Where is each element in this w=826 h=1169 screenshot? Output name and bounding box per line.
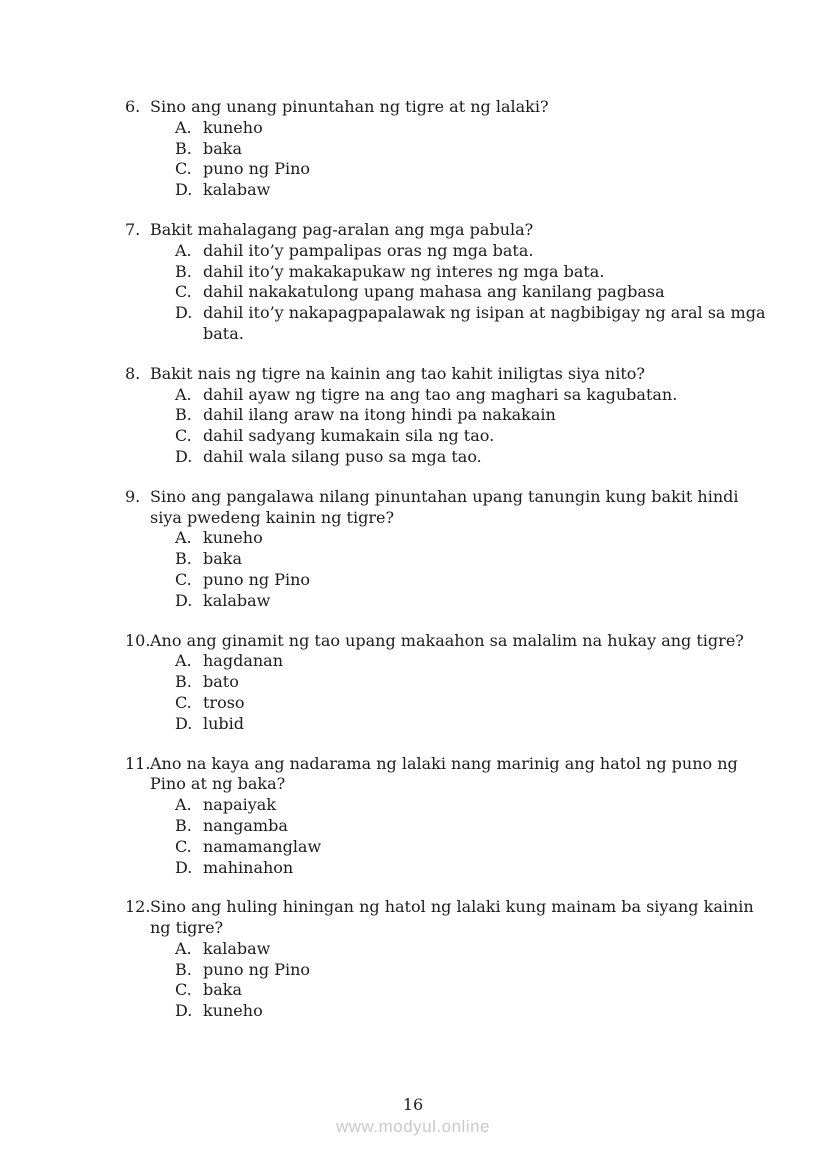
option-text: baka bbox=[203, 980, 243, 1000]
option-d bbox=[175, 303, 766, 345]
question-7 bbox=[125, 219, 766, 345]
question-text bbox=[150, 754, 745, 796]
option-a bbox=[175, 385, 745, 406]
option-text: puno ng Pino bbox=[203, 959, 311, 979]
option-c bbox=[175, 570, 745, 591]
option-letter: D. bbox=[175, 857, 193, 877]
question-text bbox=[150, 631, 745, 652]
question-number: 10. bbox=[125, 630, 151, 650]
question-8 bbox=[125, 364, 745, 468]
option-text: troso bbox=[203, 692, 245, 712]
option-a bbox=[175, 939, 745, 960]
option-text: kuneho bbox=[203, 117, 263, 137]
option-letter: B. bbox=[175, 261, 192, 281]
question-12 bbox=[125, 897, 754, 1022]
option-letter: C. bbox=[175, 426, 192, 446]
question-6 bbox=[125, 97, 745, 201]
option-b bbox=[175, 672, 745, 693]
question-number: 12. bbox=[125, 897, 151, 917]
question-number: 9. bbox=[125, 486, 141, 506]
option-text: napaiyak bbox=[203, 795, 277, 815]
option-letter: D. bbox=[175, 180, 193, 200]
option-letter: A. bbox=[175, 938, 192, 958]
option-text: baka bbox=[203, 549, 243, 569]
option-text: baka bbox=[203, 138, 243, 158]
option-a bbox=[175, 118, 745, 139]
option-b bbox=[175, 960, 745, 981]
question-text-line: siya pwedeng kainin ng tigre? bbox=[150, 507, 395, 527]
option-c bbox=[175, 282, 745, 303]
option-text: dahil wala silang puso sa mga tao. bbox=[203, 446, 482, 466]
question-text-line: Sino ang unang pinuntahan ng tigre at ng lalaki? bbox=[150, 97, 549, 116]
question-text bbox=[150, 364, 745, 385]
option-c bbox=[175, 980, 745, 1001]
question-text-line: Ano ang ginamit ng tao upang makaahon sa malalim na hukay ang tigre? bbox=[150, 630, 744, 650]
option-letter: C. bbox=[175, 692, 192, 712]
option-letter: A. bbox=[175, 117, 192, 137]
option-letter: B. bbox=[175, 405, 192, 425]
option-text: dahil ilang araw na itong hindi pa nakakain bbox=[203, 405, 556, 425]
question-text-line: Sino ang pangalawa nilang pinuntahan upang tanungin kung bakit hindi bbox=[150, 486, 739, 506]
option-d bbox=[175, 1001, 745, 1022]
option-text: dahil ito’y nakapagpapalawak ng isipan at nagbibigay ng aral sa mga bbox=[203, 303, 766, 323]
question-number: 6. bbox=[125, 97, 141, 116]
option-b bbox=[175, 816, 745, 837]
option-text: dahil sadyang kumakain sila ng tao. bbox=[203, 426, 495, 446]
option-text: kuneho bbox=[203, 1001, 263, 1021]
option-text: kalabaw bbox=[203, 590, 271, 610]
option-letter: C. bbox=[175, 569, 192, 589]
option-letter: D. bbox=[175, 1001, 193, 1021]
option-text: kalabaw bbox=[203, 180, 271, 200]
option-a bbox=[175, 528, 745, 549]
option-text: kalabaw bbox=[203, 938, 271, 958]
option-d bbox=[175, 714, 745, 735]
question-9 bbox=[125, 487, 745, 612]
question-text bbox=[150, 897, 754, 939]
option-b bbox=[175, 405, 745, 426]
question-text-line: Bakit nais ng tigre na kainin ang tao kahit iniligtas siya nito? bbox=[150, 363, 645, 383]
option-text: dahil ito’y pampalipas oras ng mga bata. bbox=[203, 240, 534, 260]
option-letter: B. bbox=[175, 959, 192, 979]
option-text: puno ng Pino bbox=[203, 569, 311, 589]
option-text: dahil ito’y makakapukaw ng interes ng mga bata. bbox=[203, 261, 605, 281]
option-c bbox=[175, 159, 745, 180]
option-a bbox=[175, 651, 745, 672]
option-a bbox=[175, 795, 745, 816]
option-b bbox=[175, 549, 745, 570]
option-letter: D. bbox=[175, 713, 193, 733]
option-letter: B. bbox=[175, 815, 192, 835]
option-letter: C. bbox=[175, 159, 192, 179]
option-letter: C. bbox=[175, 836, 192, 856]
option-b bbox=[175, 139, 745, 160]
question-text-line: Bakit mahalagang pag-aralan ang mga pabula? bbox=[150, 219, 534, 239]
question-text bbox=[150, 97, 745, 118]
question-text-line: Ano na kaya ang nadarama ng lalaki nang marinig ang hatol ng puno ng bbox=[150, 753, 738, 773]
question-text-line: Pino at ng baka? bbox=[150, 774, 286, 794]
option-letter: A. bbox=[175, 240, 192, 260]
option-letter: D. bbox=[175, 446, 193, 466]
question-text-line: ng tigre? bbox=[150, 918, 224, 938]
option-b bbox=[175, 262, 745, 283]
option-letter: A. bbox=[175, 528, 192, 548]
option-text: dahil nakakatulong upang mahasa ang kanilang pagbasa bbox=[203, 282, 665, 302]
option-letter: B. bbox=[175, 549, 192, 569]
option-text: dahil ayaw ng tigre na ang tao ang maghari sa kagubatan. bbox=[203, 384, 678, 404]
question-10 bbox=[125, 631, 745, 735]
question-number: 8. bbox=[125, 363, 141, 383]
option-letter: B. bbox=[175, 138, 192, 158]
option-text: bato bbox=[203, 672, 239, 692]
option-letter: D. bbox=[175, 303, 193, 323]
option-letter: D. bbox=[175, 590, 193, 610]
option-a bbox=[175, 241, 745, 262]
option-text: nangamba bbox=[203, 815, 288, 835]
option-letter: A. bbox=[175, 384, 192, 404]
option-text: namamanglaw bbox=[203, 836, 322, 856]
option-c bbox=[175, 426, 745, 447]
option-c bbox=[175, 837, 745, 858]
option-text: mahinahon bbox=[203, 857, 294, 877]
question-11 bbox=[125, 754, 745, 879]
option-letter: A. bbox=[175, 795, 192, 815]
option-letter: B. bbox=[175, 672, 192, 692]
option-d bbox=[175, 447, 745, 468]
option-d bbox=[175, 180, 745, 201]
question-text bbox=[150, 220, 745, 241]
option-letter: A. bbox=[175, 651, 192, 671]
option-text: puno ng Pino bbox=[203, 159, 311, 179]
option-text: hagdanan bbox=[203, 651, 284, 671]
option-text: kuneho bbox=[203, 528, 263, 548]
option-text: bata. bbox=[203, 323, 244, 343]
quiz-question-list bbox=[125, 97, 766, 1041]
option-d bbox=[175, 591, 745, 612]
option-c bbox=[175, 693, 745, 714]
question-number: 7. bbox=[125, 219, 141, 239]
question-text bbox=[150, 487, 745, 529]
watermark-url: www.modyul.online bbox=[335, 1117, 490, 1136]
option-d bbox=[175, 858, 745, 879]
option-letter: C. bbox=[175, 980, 192, 1000]
page-number: 16 bbox=[402, 1095, 424, 1114]
question-text-line: Sino ang huling hiningan ng hatol ng lalaki kung mainam ba siyang kainin bbox=[150, 897, 754, 917]
option-text: lubid bbox=[203, 713, 245, 733]
option-letter: C. bbox=[175, 282, 192, 302]
question-number: 11. bbox=[125, 753, 151, 773]
